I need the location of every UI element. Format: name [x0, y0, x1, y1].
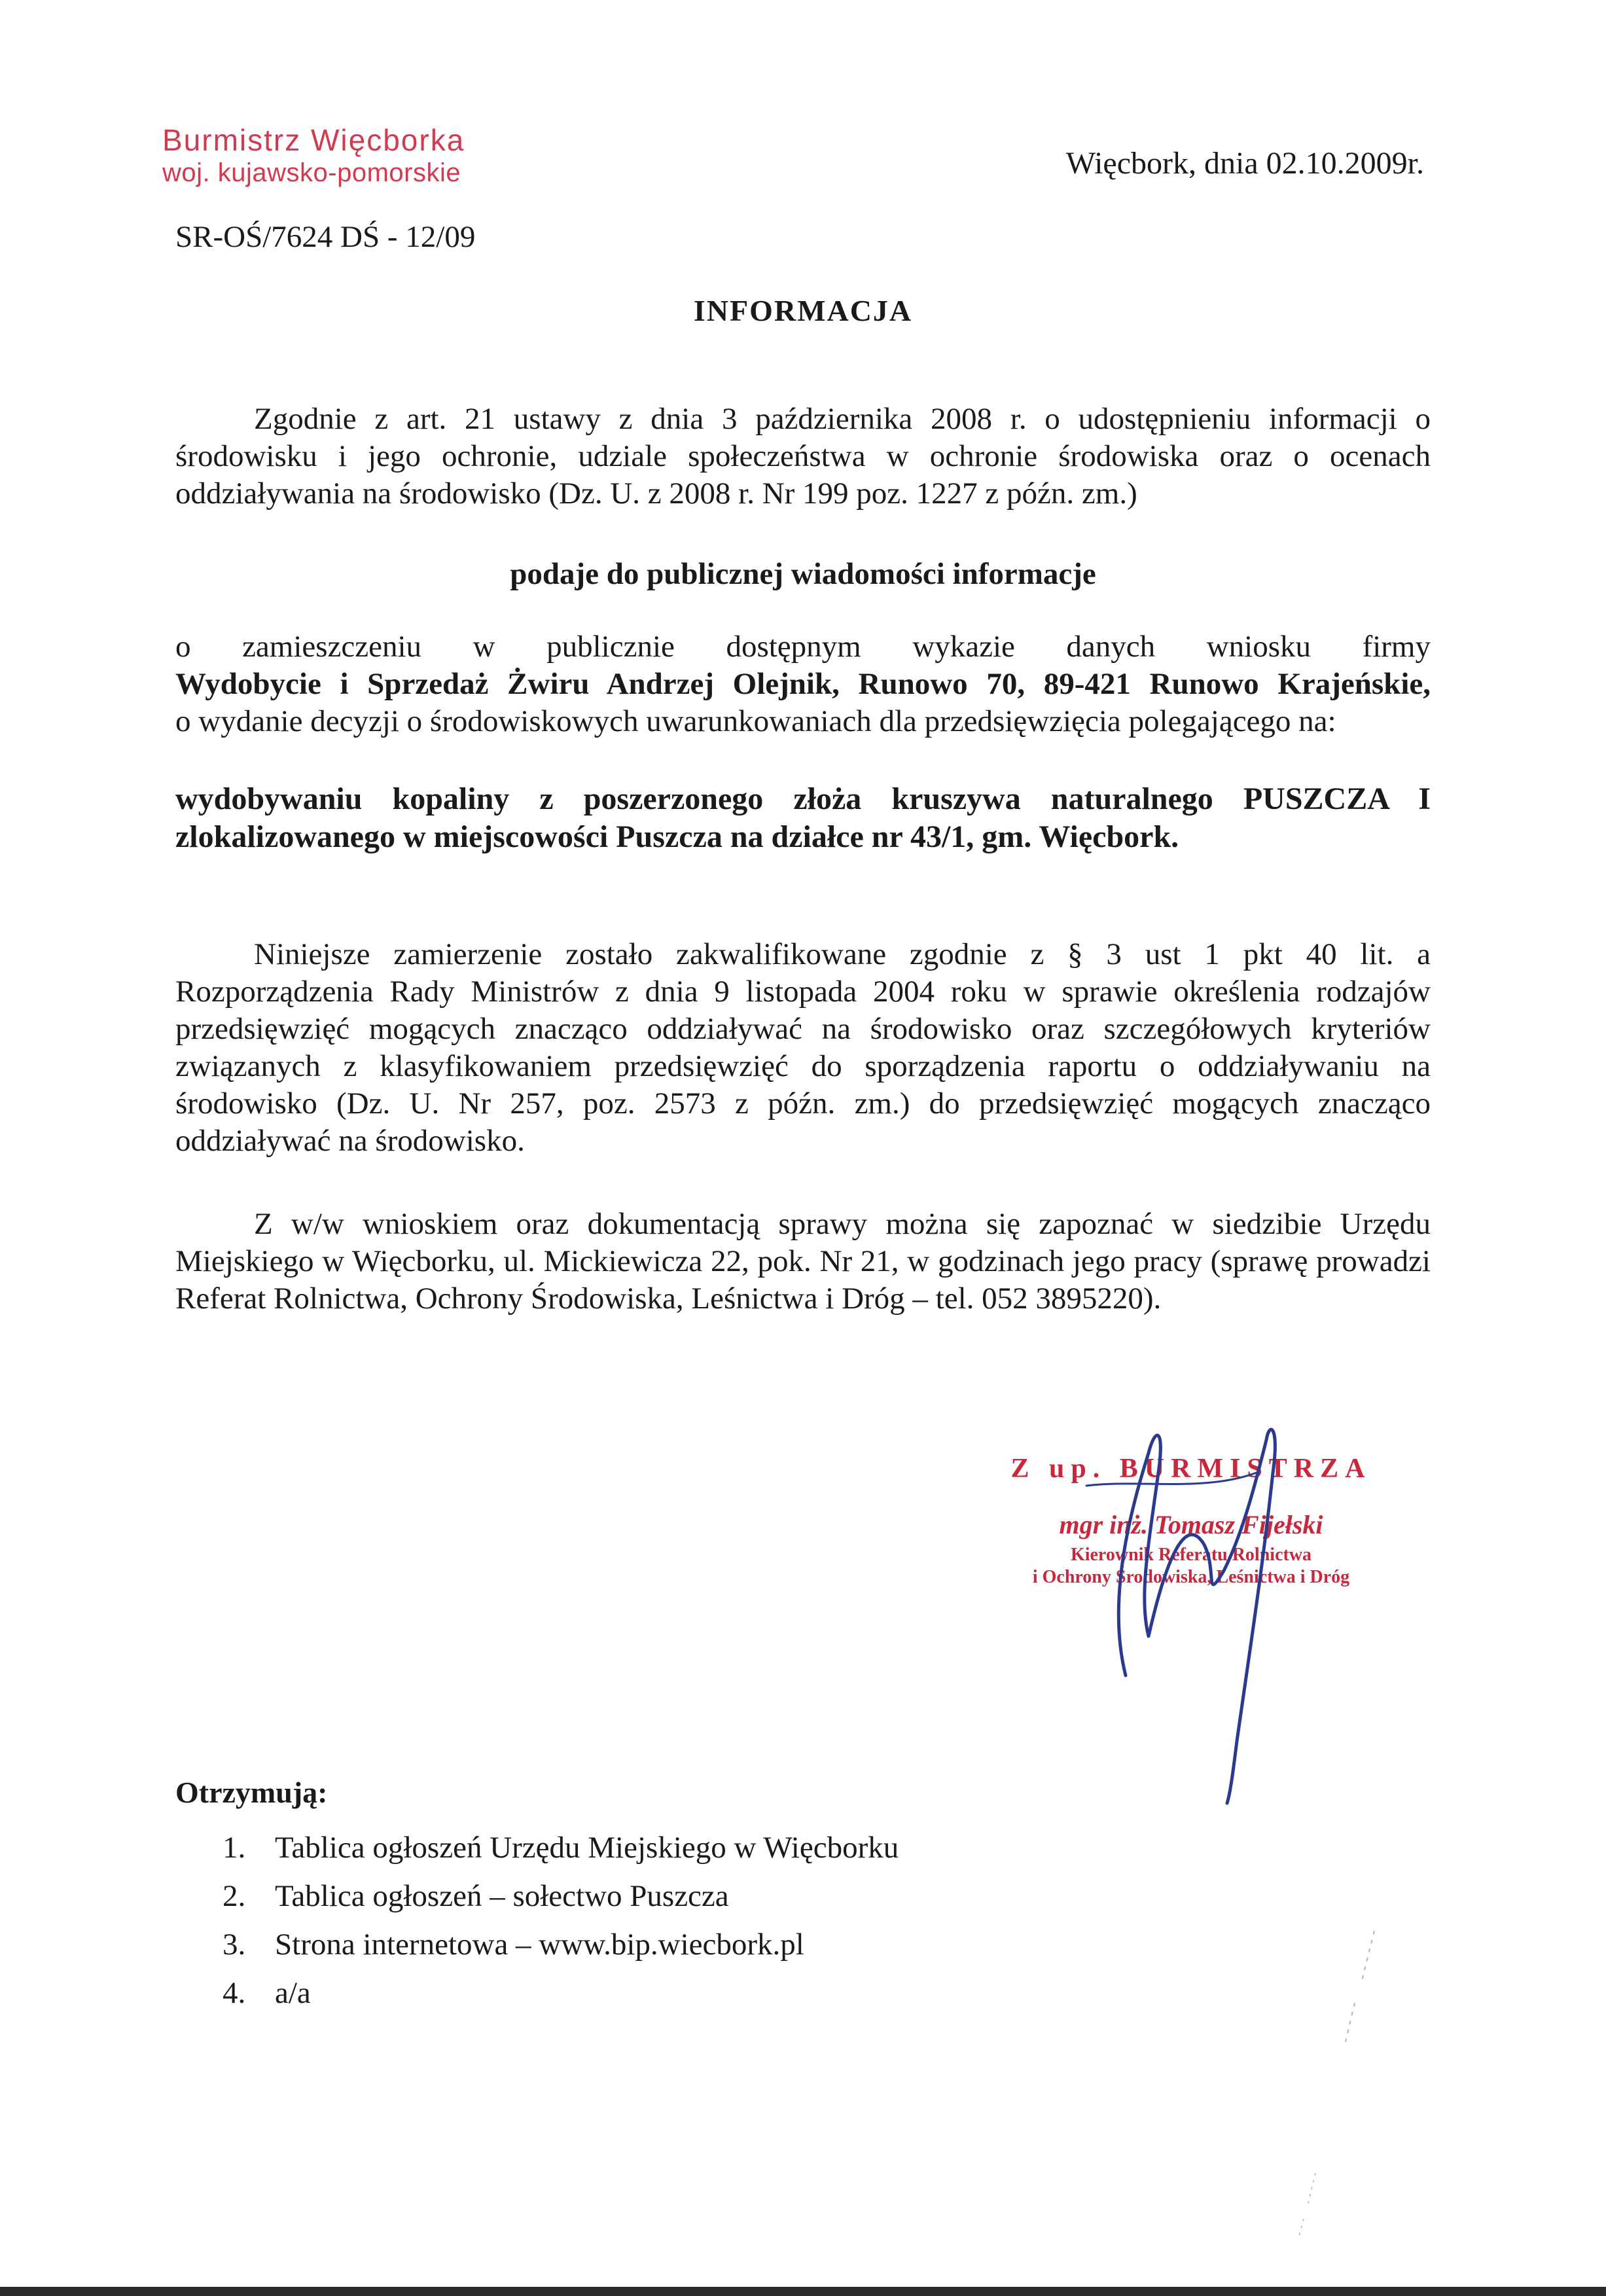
list-item [223, 1872, 899, 1920]
recipients-heading: Otrzymują: [175, 1776, 328, 1809]
list-number: 3. [223, 1928, 246, 1962]
announcement-heading: podaje do publicznej wiadomości informacje [510, 557, 1096, 591]
scan-edge-bar [0, 2287, 1606, 2296]
mayor-stamp [162, 123, 503, 188]
legal-basis-text: Zgodnie z art. 21 ustawy z dnia 3 października 2008 r. o udostępnieniu informacji o środowisku i jego ochronie, udziale społeczeństwa w ochronie środowiska oraz o ocenach oddziaływania na środowisko (Dz. U. z 2008 r. Nr 199 poz. 1227 z późn. zm.) [175, 402, 1431, 511]
recipients-list [223, 1823, 899, 2017]
list-text: Tablica ogłoszeń Urzędu Miejskiego w Więcborku [275, 1831, 899, 1865]
classification-text: Niniejsze zamierzenie zostało zakwalifikowane zgodnie z § 3 ust 1 pkt 40 lit. a Rozporządzenia Rady Ministrów z dnia 9 listopada 2004 roku w sprawie określenia rodzajów przedsięwzięć mogących znacząco oddziaływać na środowisko oraz szczegółowych kryteriów związanych z klasyfikowaniem przedsięwzięć do sporządzenia raportu o oddziaływaniu na środowisko (Dz. U. Nr 257, poz. 2573 z późn. zm.) do przedsięwzięć mogących znacząco oddziaływać na środowisko. [175, 937, 1431, 1158]
signatory-position-line1: Kierownik Referatu Rolnictwa [1070, 1545, 1312, 1565]
signatory-position-line2: i Ochrony Środowiska, Leśnictwa i Dróg [1032, 1567, 1350, 1587]
application-intro: o zamieszczeniu w publicznie dostępnym wykazie danych wniosku firmy [175, 630, 1431, 664]
list-number: 1. [223, 1831, 246, 1865]
list-item [223, 1920, 899, 1969]
application-purpose: o wydanie decyzji o środowiskowych uwarunkowaniach dla przedsięwzięcia polegającego na: [175, 704, 1336, 738]
project-line-1: wydobywaniu kopaliny z poszerzonego złoża kruszywa naturalnego PUSZCZA I [175, 781, 1431, 816]
document-title: INFORMACJA [693, 294, 913, 327]
project-description [175, 780, 1431, 856]
project-line-2: zlokalizowanego w miejscowości Puszcza na działce nr 43/1, gm. Więcbork. [175, 819, 1179, 854]
list-item [223, 1969, 899, 2017]
list-item [223, 1823, 899, 1872]
list-number: 2. [223, 1879, 246, 1913]
legal-basis-paragraph [175, 401, 1431, 512]
stamp-line-region: woj. kujawsko-pomorskie [162, 158, 461, 187]
scan-artifact-marks [1230, 1924, 1401, 2251]
list-text: Tablica ogłoszeń – sołectwo Puszcza [275, 1879, 729, 1913]
list-text: a/a [275, 1976, 311, 2010]
signatory-name: mgr inż. Tomasz Fijełski [1059, 1510, 1323, 1539]
classification-paragraph [175, 936, 1431, 1160]
company-name: Wydobycie i Sprzedaż Żwiru Andrzej Olejnik, Runowo 70, 89-421 Runowo Krajeńskie, [175, 667, 1431, 701]
application-paragraph [175, 628, 1431, 740]
list-text: Strona internetowa – www.bip.wiecbork.pl [275, 1928, 804, 1962]
stamp-line-office: Burmistrz Więcborka [162, 123, 465, 157]
inspection-text: Z w/w wnioskiem oraz dokumentacją sprawy można się zapoznać w siedzibie Urzędu Miejskiego w Więcborku, ul. Mickiewicza 22, pok. Nr 21, w godzinach jego pracy (sprawę prowadzi Referat Rolnictwa, Ochrony Środowiska, Leśnictwa i Dróg – tel. 052 3895220). [175, 1207, 1431, 1316]
inspection-paragraph [175, 1206, 1431, 1318]
handwritten-signature [1008, 1401, 1401, 1806]
signature-authority: Z up. BURMISTRZA [1010, 1454, 1372, 1484]
document-date: Więcbork, dnia 02.10.2009r. [1065, 146, 1424, 181]
list-number: 4. [223, 1976, 246, 2010]
reference-number: SR-OŚ/7624 DŚ - 12/09 [175, 220, 476, 254]
